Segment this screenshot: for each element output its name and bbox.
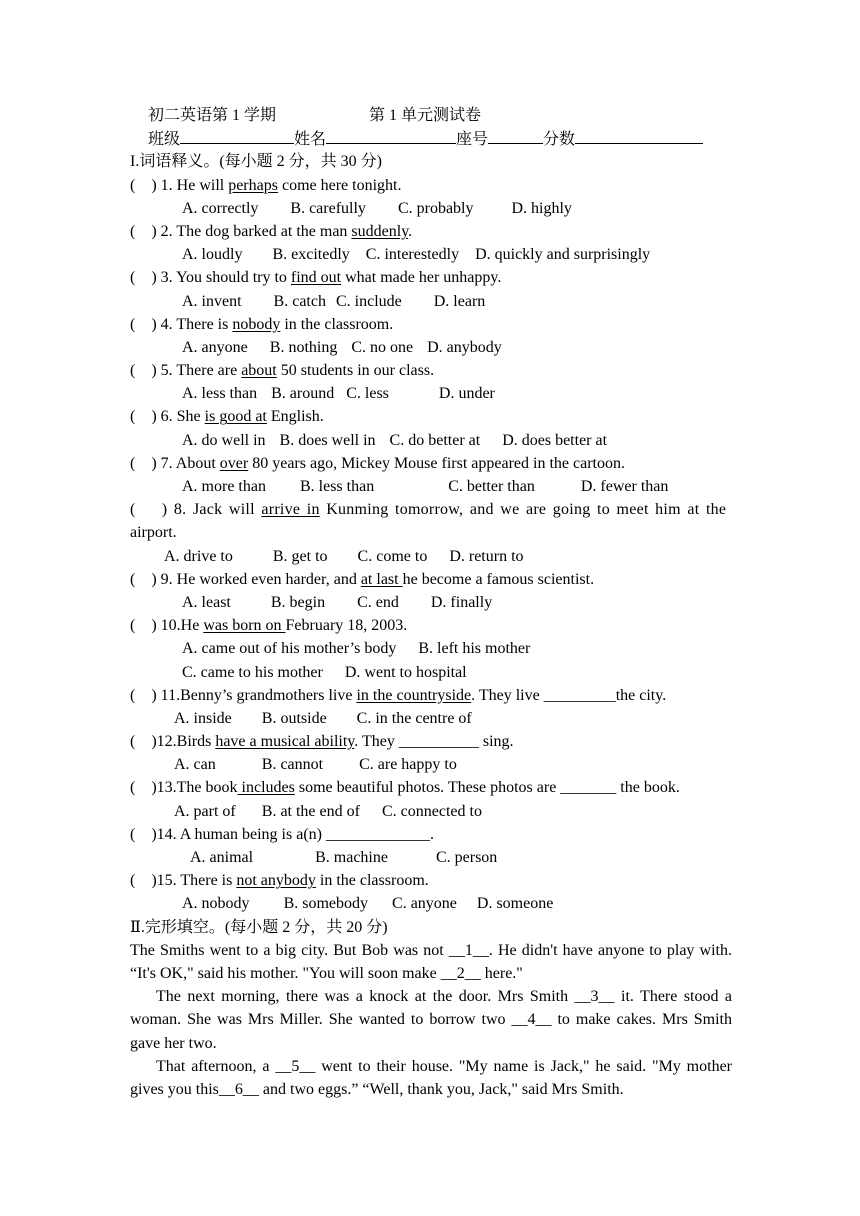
name-blank[interactable] (326, 127, 456, 144)
question-1 (130, 174, 732, 197)
question-stem: ( ) 2. The dog barked at the man (130, 222, 352, 240)
question-stem: ( )13.The book (130, 779, 238, 797)
underlined-term: about (241, 362, 277, 380)
option-c[interactable]: C. less (346, 385, 389, 403)
question-15 (130, 869, 732, 892)
question-stem: ( ) 8. Jack will (130, 501, 262, 519)
question-stem-end: February 18, 2003. (285, 617, 408, 635)
option-a[interactable]: A. inside (174, 709, 232, 727)
exam-content (130, 104, 732, 1101)
class-label: 班级 (148, 131, 181, 149)
option-c[interactable]: C. person (435, 849, 498, 867)
question-stem: ( ) 3. You should try to (130, 269, 291, 287)
question-stem-end: . (408, 222, 413, 240)
question-9 (130, 568, 732, 591)
option-c[interactable]: C. probably (397, 199, 474, 217)
question-stem-end: in the classroom. (280, 315, 394, 333)
question-stem-end: he become a famous scientist. (402, 570, 595, 588)
question-stem: ( ) 4. There is (130, 315, 233, 333)
option-a[interactable]: A. least (182, 593, 231, 611)
options-row (130, 290, 732, 313)
option-a[interactable]: A. came out of his mother’s body (182, 640, 397, 658)
question-stem-end: Kunming tomorrow, and we are going to meet him at the (319, 501, 727, 519)
options-row (130, 197, 732, 220)
option-a[interactable]: A. part of (174, 802, 236, 820)
option-c[interactable]: C. anyone (392, 895, 457, 913)
option-d[interactable]: D. quickly and surprisingly (475, 246, 651, 264)
question-13 (130, 776, 732, 799)
option-a[interactable]: A. loudly (182, 246, 243, 264)
name-label: 姓名 (294, 131, 327, 149)
option-b[interactable]: B. left his mother (418, 640, 531, 658)
option-d[interactable]: D. anybody (427, 338, 502, 356)
question-11 (130, 684, 732, 707)
question-stem-end: some beautiful photos. These photos are _______ the book. (294, 779, 680, 797)
question-stem-end: . They live _________the city. (471, 686, 667, 704)
option-a[interactable]: A. animal (190, 849, 254, 867)
option-b[interactable]: B. outside (261, 709, 327, 727)
question-3 (130, 266, 732, 289)
option-a[interactable]: C. came to his mother (182, 663, 323, 681)
option-c[interactable]: C. end (357, 593, 399, 611)
underlined-term: find out (290, 269, 342, 287)
class-blank[interactable] (180, 127, 294, 144)
unit-title: 第 1 单元测试卷 (369, 107, 482, 124)
question-stem: ( ) 10.He (130, 617, 204, 635)
option-b[interactable]: D. went to hospital (344, 663, 467, 681)
options-row (130, 846, 732, 869)
option-b[interactable]: B. does well in (279, 431, 376, 449)
options-row (130, 243, 732, 266)
option-b[interactable]: B. excitedly (272, 246, 350, 264)
option-d[interactable]: D. learn (433, 292, 486, 310)
option-a[interactable]: A. correctly (182, 199, 259, 217)
underlined-term: over (219, 454, 249, 472)
option-b[interactable]: B. begin (270, 593, 326, 611)
question-5 (130, 359, 732, 382)
option-a[interactable]: A. invent (182, 292, 242, 310)
option-b[interactable]: B. less than (299, 478, 375, 495)
underlined-term: in the countryside (356, 686, 472, 704)
exam-title: 初二英语第 1 学期 (148, 107, 277, 124)
question-stem: ( )12.Birds (130, 733, 216, 751)
question-stem-end: English. (266, 408, 324, 426)
option-b[interactable]: B. somebody (283, 895, 369, 913)
question-12 (130, 730, 732, 753)
score-blank[interactable] (575, 127, 703, 144)
options-row (130, 336, 732, 359)
header-title-row (130, 104, 732, 127)
question-stem-end: 80 years ago, Mickey Mouse first appeared in the cartoon. (248, 454, 625, 472)
question-stem: ( ) 6. She (130, 408, 205, 426)
options-row (130, 800, 732, 823)
option-b[interactable]: B. get to (272, 547, 328, 565)
underlined-term: suddenly (351, 222, 409, 240)
question-stem: ( ) 7. About (130, 454, 220, 472)
option-d[interactable]: D. someone (476, 895, 554, 913)
question-10 (130, 614, 732, 637)
option-a[interactable]: A. can (174, 756, 216, 774)
question-8 (130, 498, 732, 521)
question-stem: ( )14. A human being is a(n) _____________. (130, 825, 434, 843)
option-b[interactable]: B. around (271, 385, 335, 403)
question-stem-end: . They __________ sing. (354, 733, 514, 751)
option-a[interactable]: A. anyone (182, 338, 248, 356)
underlined-term: includes (237, 779, 295, 797)
options-row (130, 475, 732, 498)
option-c[interactable]: C. do better at (389, 431, 481, 449)
section1-title: I.词语释义。(每小题 2 分，共 30 分) (130, 153, 382, 171)
option-c[interactable]: C. include (335, 292, 402, 310)
question-7 (130, 452, 732, 475)
options-row (130, 545, 732, 568)
cloze-paragraph-2: The next morning, there was a knock at the door. Mrs Smith __3__ it. There stood a woman. She was Mrs Miller. She wanted to borrow two __4__ to make cakes. Mrs Smith gave her two. (130, 988, 732, 1052)
option-d[interactable]: D. highly (511, 199, 572, 217)
section2-title: Ⅱ.完形填空。(每小题 2 分，共 20 分) (130, 918, 388, 936)
options-row (130, 892, 732, 915)
options-row (130, 637, 732, 660)
cloze-paragraph-1: The Smiths went to a big city. But Bob was not __1__. He didn't have anyone to play with. “It's OK," said his mother. "You will soon make __2__ here." (130, 941, 732, 982)
option-b[interactable]: B. nothing (269, 338, 338, 356)
option-b[interactable]: B. cannot (261, 756, 324, 774)
question-stem-end: 50 students in our class. (276, 362, 435, 380)
options-row (130, 591, 732, 614)
question-14 (130, 823, 732, 846)
underlined-term: nobody (232, 315, 281, 333)
cloze-paragraph-3: That afternoon, a __5__ went to their house. "My name is Jack," he said. "My mother gives you this__6__ and two eggs.” “Well, thank you, Jack," said Mrs Smith. (130, 1057, 732, 1098)
question-6 (130, 405, 732, 428)
question-stem: ( ) 11.Benny’s grandmothers live (130, 686, 357, 704)
option-b[interactable]: B. machine (315, 849, 388, 867)
option-c[interactable]: C. in the centre of (356, 709, 472, 727)
question-stem-end: in the classroom. (315, 872, 429, 890)
underlined-term: not anybody (236, 872, 316, 890)
option-d[interactable]: D. does better at (502, 431, 608, 449)
option-a[interactable]: A. less than (182, 385, 258, 403)
question-2 (130, 220, 732, 243)
question-stem-continued: airport. (130, 524, 177, 542)
question-stem-end: come here tonight. (277, 176, 402, 194)
question-stem: ( ) 9. He worked even harder, and (130, 570, 361, 588)
options-row (130, 661, 732, 684)
option-c[interactable]: C. interestedly (365, 246, 460, 264)
question-stem-end: what made her unhappy. (341, 269, 502, 287)
underlined-term: at last (360, 570, 403, 588)
options-row (130, 382, 732, 405)
option-d[interactable]: D. finally (430, 593, 493, 611)
option-b[interactable]: B. at the end of (261, 802, 360, 820)
option-c[interactable]: C. no one (351, 338, 414, 356)
options-row (130, 707, 732, 730)
score-label: 分数 (543, 131, 576, 149)
options-row (130, 429, 732, 452)
option-c[interactable]: C. connected to (381, 802, 482, 820)
option-b[interactable]: B. carefully (290, 199, 366, 217)
option-c[interactable]: C. are happy to (359, 756, 457, 774)
options-row (130, 753, 732, 776)
option-d[interactable]: D. under (438, 385, 495, 403)
question-4 (130, 313, 732, 336)
question-stem: ( ) 5. There are (130, 362, 242, 380)
header-info-row (130, 127, 732, 150)
option-c[interactable]: C. come to (357, 547, 428, 565)
question-stem: ( ) 1. He will (130, 176, 229, 194)
option-a[interactable]: A. drive to (164, 547, 233, 565)
section1-questions (130, 174, 732, 916)
underlined-term: is good at (204, 408, 267, 426)
underlined-term: arrive in (261, 501, 320, 519)
option-c[interactable]: C. better than (448, 478, 535, 495)
seat-label: 座号 (456, 131, 489, 149)
option-d[interactable]: D. return to (449, 547, 524, 565)
underlined-term: perhaps (228, 176, 278, 194)
underlined-term: have a musical ability (215, 733, 355, 751)
seat-blank[interactable] (488, 127, 543, 144)
question-stem: ( )15. There is (130, 872, 237, 890)
option-d[interactable]: D. fewer than (580, 478, 669, 495)
option-b[interactable]: B. catch (273, 292, 326, 310)
option-a[interactable]: A. do well in (182, 431, 266, 449)
option-a[interactable]: A. nobody (182, 895, 250, 913)
underlined-term: was born on (203, 617, 286, 635)
option-a[interactable]: A. more than (182, 478, 266, 495)
